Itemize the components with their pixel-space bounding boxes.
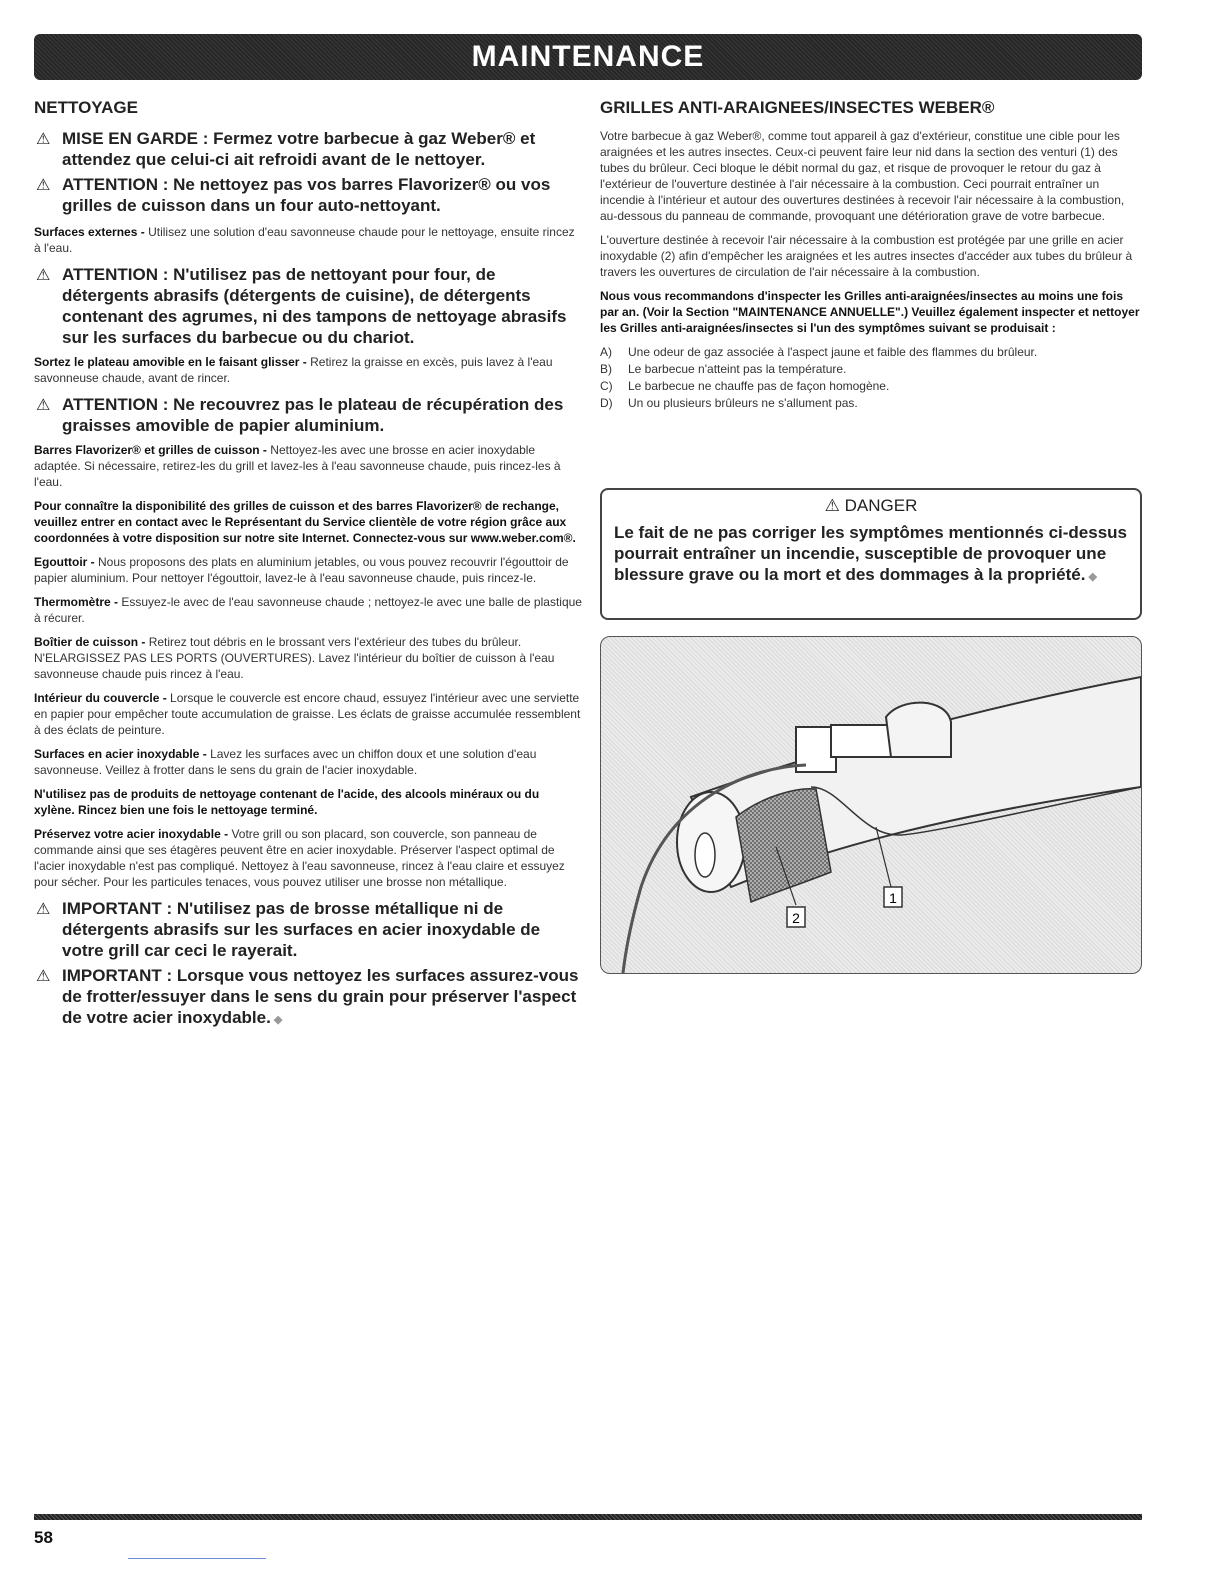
paragraph: Surfaces en acier inoxydable - Lavez les surfaces avec un chiffon doux et une solution d'eau savonneuse. Veillez à frotter dans le sens du grain de l'acier inoxydable.	[34, 747, 537, 777]
danger-box	[600, 488, 1142, 620]
section-heading-nettoyage: NETTOYAGE	[34, 98, 138, 117]
valve-cap	[886, 703, 951, 757]
warning-icon: ⚠	[36, 968, 51, 985]
list-item: C) Le barbecue ne chauffe pas de façon homogène.	[600, 379, 890, 393]
burner-tube-illustration	[600, 636, 1142, 974]
warning-block: ⚠ ATTENTION : N'utilisez pas de nettoyant pour four, de détergents abrasifs (détergents de cuisine), de détergents contenant des agrumes, ni des tampons de nettoyage abrasifs sur les surfaces du barbecue ou du chariot.	[36, 265, 567, 347]
list-item: B) Le barbecue n'atteint pas la température.	[600, 362, 847, 376]
paragraph: L'ouverture destinée à recevoir l'air nécessaire à la combustion est protégée par une grille en acier inoxydable (2) afin d'empêcher les araignées et les autres insectes d'accéder aux tubes du brûleur à travers les ouvertures de circulation de l'air nécessaire à la combustion.	[600, 233, 1133, 279]
paragraph: Pour connaître la disponibilité des grilles de cuisson et des barres Flavorizer® de rechange, veuillez entrer en contact avec le Représentant du Service clientèle de votre région grâce aux coordonnées à votre disposition sur notre site Internet. Connectez-vous sur www.weber.com®.	[34, 499, 576, 545]
paragraph: Intérieur du couvercle - Lorsque le couvercle est encore chaud, essuyez l'intérieur avec une serviette en papier pour empêcher toute accumulation de graisse. Les éclats de graisse accumulée ressemblent à des éclats de peinture.	[34, 691, 581, 737]
danger-text: Le fait de ne pas corriger les symptômes mentionnés ci-dessus pourrait entraîner un incendie, susceptible de provoquer une blessure grave ou la mort et des dommages à la propriété. ◆	[614, 523, 1128, 584]
warning-block: ⚠ IMPORTANT : N'utilisez pas de brosse métallique ni de détergents abrasifs sur les surfaces en acier inoxydable de votre grill car ceci le rayerait.	[36, 899, 541, 960]
paragraph: N'utilisez pas de produits de nettoyage contenant de l'acide, des alcools minéraux ou du xylène. Rincez bien une fois le nettoyage terminé.	[34, 787, 540, 817]
warning-icon: ⚠	[36, 397, 51, 414]
paragraph: Votre barbecue à gaz Weber®, comme tout appareil à gaz d'extérieur, constitue une cible pour les araignées et les autres insectes. Ceux-ci peuvent faire leur nid dans la section des venturi (1) des tubes du brûleur. Ceci bloque le débit normal du gaz, et risque de provoquer le retour du gaz à l'extérieur de l'ouverture destinée à l'air nécessaire à la combustion. Ceci pourrait entraîner un incendie à l'intérieur et autour des ouvertures destinées à recevoir l'air nécessaire à la combustion, au-dessous du panneau de commande, provoquant une détérioration grave de votre barbecue.	[600, 129, 1125, 223]
warning-icon: ⚠	[36, 177, 51, 194]
paragraph: Boîtier de cuisson - Retirez tout débris en le brossant vers l'extérieur des tubes du brûleur. N'ELARGISSEZ PAS LES PORTS (OUVERTURES). Lavez l'intérieur du boîtier de cuisson à l'eau savonneuse chaude puis rincez à l'eau.	[34, 635, 555, 681]
warning-icon: ⚠	[36, 901, 51, 918]
warning-icon: ⚠	[36, 131, 51, 148]
callout-1: 1	[889, 890, 897, 906]
page-number: 58	[34, 1528, 53, 1547]
warning-block: ⚠ ATTENTION : Ne recouvrez pas le plateau de récupération des graisses amovible de papier aluminium.	[36, 395, 564, 435]
list-item: D) Un ou plusieurs brûleurs ne s'allument pas.	[600, 396, 858, 410]
symptom-list	[600, 344, 1144, 412]
tube-opening	[695, 833, 715, 877]
warning-icon: ⚠	[36, 267, 51, 284]
paragraph: Egouttoir - Nous proposons des plats en aluminium jetables, ou vous pouvez recouvrir l'égouttoir de papier aluminium. Pour nettoyer l'égouttoir, lavez-le à l'eau savonneuse chaude, puis rincez-le.	[34, 555, 569, 585]
end-diamond-icon: ◆	[1085, 571, 1097, 583]
right-column	[600, 98, 1144, 412]
paragraph: Sortez le plateau amovible en le faisant glisser - Retirez la graisse en excès, puis lavez à l'eau savonneuse chaude, avant de rincer.	[34, 355, 553, 385]
paragraph: Barres Flavorizer® et grilles de cuisson - Nettoyez-les avec une brosse en acier inoxydable adaptée. Si nécessaire, retirez-les du grill et lavez-les à l'eau savonneuse chaude, puis rincez-les à l'eau.	[34, 443, 561, 489]
paragraph: Surfaces externes - Utilisez une solution d'eau savonneuse chaude pour le nettoyage, ensuite rincez à l'eau.	[34, 225, 575, 255]
valve-bracket-top	[831, 725, 891, 757]
decorative-line	[128, 1558, 266, 1559]
end-diamond-icon: ◆	[270, 1014, 283, 1026]
callout-2: 2	[792, 910, 800, 926]
warning-icon: ⚠	[824, 496, 840, 515]
bottom-rule	[34, 1514, 1142, 1520]
left-column	[34, 98, 582, 1035]
section-heading-grilles: GRILLES ANTI-ARAIGNEES/INSECTES WEBER®	[600, 98, 995, 117]
burner-tube-drawing	[601, 637, 1141, 973]
paragraph: Préservez votre acier inoxydable - Votre grill ou son placard, son couvercle, son panneau de commande ainsi que ses étagères peuvent être en acier inoxydable. Préserver l'aspect optimal de l'acier inoxydable n'est pas compliqué. Nettoyez à l'eau savonneuse, rincez à l'eau claire et essuyez pour sécher. Pour les particules tenaces, vous pouvez utiliser une brosse non métallique.	[34, 827, 565, 889]
paragraph: Thermomètre - Essuyez-le avec de l'eau savonneuse chaude ; nettoyez-le avec une balle de plastique à récurer.	[34, 595, 582, 625]
list-item: A) Une odeur de gaz associée à l'aspect jaune et faible des flammes du brûleur.	[600, 345, 1038, 359]
danger-title: ⚠ DANGER	[824, 496, 918, 515]
warning-block: ⚠ ATTENTION : Ne nettoyez pas vos barres Flavorizer® ou vos grilles de cuisson dans un four auto-nettoyant.	[36, 175, 551, 215]
page-title: MAINTENANCE	[471, 40, 705, 73]
header-bar	[34, 34, 1142, 80]
warning-block: ⚠ IMPORTANT : Lorsque vous nettoyez les surfaces assurez-vous de frotter/essuyer dans le sens du grain pour préserver l'aspect de votre acier inoxydable. ◆	[36, 966, 579, 1027]
paragraph: Nous vous recommandons d'inspecter les Grilles anti-araignées/insectes au moins une fois par an. (Voir la Section "MAINTENANCE ANNUELLE".) Veuillez également inspecter et nettoyer les Grilles anti-araignées/insectes si l'un des symptômes suivant se produisait :	[600, 289, 1140, 335]
warning-block: ⚠ MISE EN GARDE : Fermez votre barbecue à gaz Weber® et attendez que celui-ci ait refroidi avant de le nettoyer.	[36, 129, 536, 169]
